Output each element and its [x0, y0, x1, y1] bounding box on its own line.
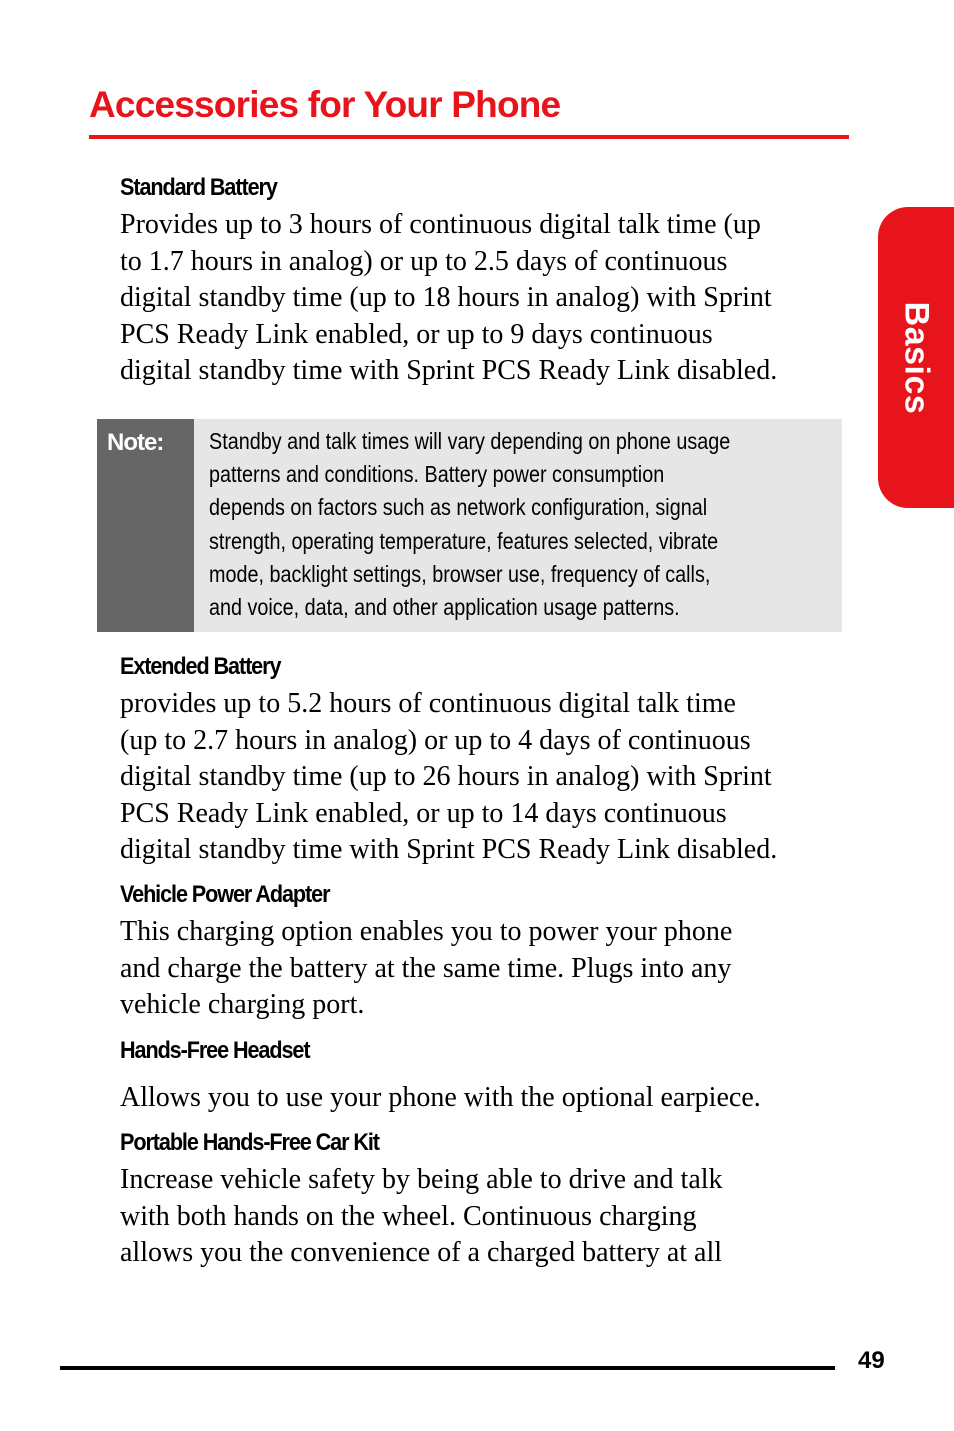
section-body-vehicle-power-adapter: [120, 914, 855, 1024]
section-side-tab: [878, 207, 954, 508]
section-body-standard-battery: [120, 207, 855, 390]
section-body-portable-car-kit: [120, 1162, 855, 1272]
body-line: This charging option enables you to power your phone: [120, 916, 733, 947]
section-heading-standard-battery: Standard Battery: [120, 174, 277, 201]
note-label: Note:: [107, 429, 164, 456]
section-heading-vehicle-power-adapter: Vehicle Power Adapter: [120, 881, 330, 908]
body-line: digital standby time with Sprint PCS Ready Link disabled.: [120, 355, 778, 387]
section-heading-extended-battery: Extended Battery: [120, 653, 281, 680]
note-line: Standby and talk times will vary depending on phone usage: [209, 428, 731, 454]
note-label-panel: [97, 419, 194, 632]
body-line: digital standby time (up to 26 hours in analog) with Sprint: [120, 761, 772, 793]
body-line: PCS Ready Link enabled, or up to 14 days continuous: [120, 797, 727, 829]
page-title: Accessories for Your Phone: [89, 84, 561, 125]
note-line: patterns and conditions. Battery power consumption: [209, 461, 665, 488]
body-line: digital standby time (up to 18 hours in analog) with Sprint: [120, 282, 772, 314]
note-line: depends on factors such as network configuration, signal: [209, 494, 708, 521]
section-body-hands-free-headset: [120, 1080, 855, 1117]
body-line: provides up to 5.2 hours of continuous digital talk time: [120, 688, 736, 719]
section-heading-portable-car-kit: Portable Hands-Free Car Kit: [120, 1129, 379, 1156]
footer-divider: [60, 1366, 835, 1370]
body-line: allows you the convenience of a charged battery at all: [120, 1237, 723, 1269]
body-line: and charge the battery at the same time. Plugs into any: [120, 952, 732, 984]
body-line: with both hands on the wheel. Continuous charging: [120, 1200, 697, 1232]
body-line: vehicle charging port.: [120, 989, 365, 1021]
page-number: 49: [858, 1347, 885, 1374]
note-line: and voice, data, and other application usage patterns.: [209, 594, 680, 621]
side-tab-label: Basics: [897, 301, 936, 414]
body-line: Provides up to 3 hours of continuous digital talk time (up: [120, 209, 761, 240]
section-body-extended-battery: [120, 686, 855, 869]
section-heading-hands-free-headset: Hands-Free Headset: [120, 1037, 310, 1064]
note-line: mode, backlight settings, browser use, frequency of calls,: [209, 560, 711, 587]
note-text: [209, 425, 759, 624]
note-line: strength, operating temperature, features selected, vibrate: [209, 527, 719, 554]
body-line: Allows you to use your phone with the optional earpiece.: [120, 1082, 761, 1113]
body-line: (up to 2.7 hours in analog) or up to 4 days of continuous: [120, 724, 751, 756]
title-divider: [89, 135, 849, 139]
body-line: Increase vehicle safety by being able to drive and talk: [120, 1164, 723, 1195]
body-line: PCS Ready Link enabled, or up to 9 days continuous: [120, 318, 713, 350]
note-box: [97, 419, 842, 632]
body-line: to 1.7 hours in analog) or up to 2.5 days of continuous: [120, 245, 728, 277]
body-line: digital standby time with Sprint PCS Ready Link disabled.: [120, 834, 778, 866]
